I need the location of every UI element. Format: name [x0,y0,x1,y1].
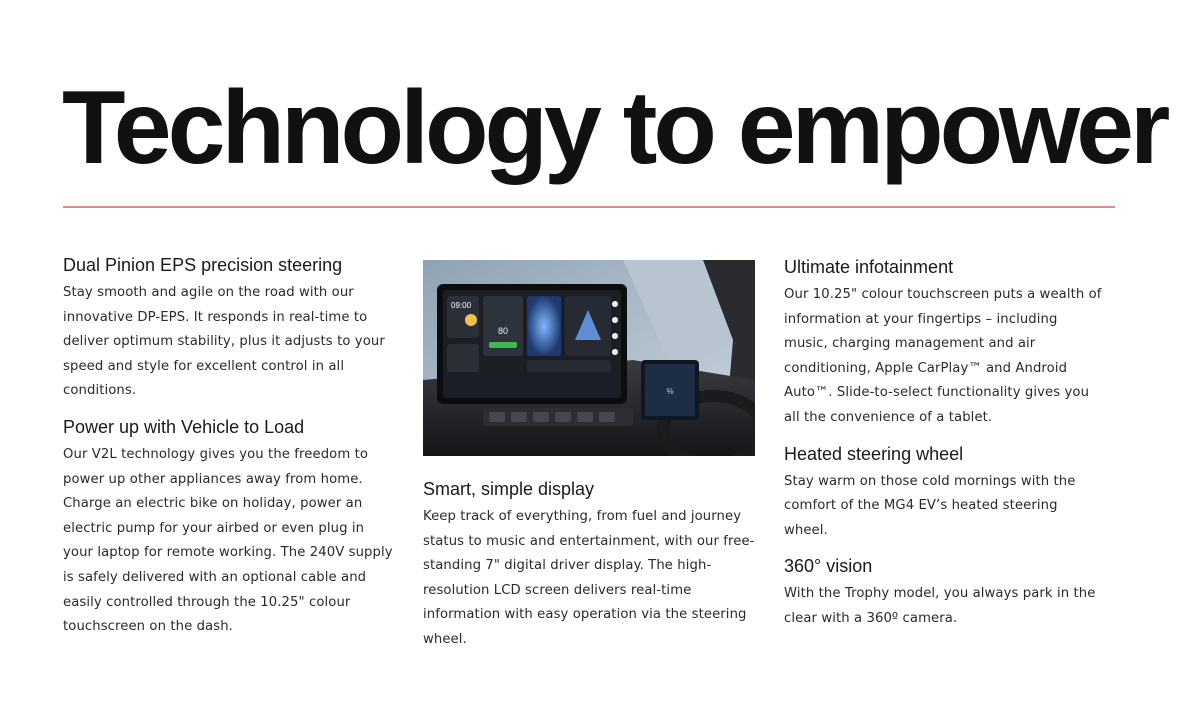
section-body: Our 10.25" colour touchscreen puts a wealth of information at your fingertips – including music, charging management and air conditioning, Apple CarPlay™ and Android Auto™. Slide-to-select functionality gives you all the convenience of a tablet. [784,287,1102,425]
dash-unit-text: % [666,387,674,396]
page-headline: Technology to empower [62,70,1167,186]
section-vehicle-to-load [63,416,393,640]
divider-rule [63,206,1115,208]
screen-time-text: 09:00 [451,301,472,310]
column-center [423,254,763,653]
section-body: Stay smooth and agile on the road with our innovative DP-EPS. It responds in real-time to deliver optimum stability, plus it adjusts to your speed and style for excellent control in all conditions. [63,285,385,399]
section-360-vision [784,555,1104,631]
section-body: Our V2L technology gives you the freedom to power up other appliances away from home. Charge an electric bike on holiday, power an electric pump for your airbed or even plug in your laptop for remote working. The 240V supply is safely delivered with an optional cable and easily controlled through the 10.25" colour touchscreen on the dash. [63,446,393,635]
section-heading: Ultimate infotainment [784,257,954,277]
section-heading: Power up with Vehicle to Load [63,416,305,437]
section-body: Keep track of everything, from fuel and journey status to music and entertainment, with our free-standing 7" digital driver display. The high-resolution LCD screen delivers real-time information with easy operation via the steering wheel. [423,509,755,647]
section-dual-pinion-eps [63,254,393,404]
section-simple-display [423,478,763,653]
screen-value-text: 80 [497,326,509,336]
section-body: With the Trophy model, you always park in the clear with a 360º camera. [784,586,1096,626]
section-infotainment [784,256,1104,431]
column-right [784,254,1104,632]
dashboard-photo [423,260,755,456]
section-heading: Smart, simple display [423,479,595,499]
section-heading: Heated steering wheel [784,443,964,464]
section-body: Stay warm on those cold mornings with the comfort of the MG4 EV’s heated steering wheel. [784,473,1076,538]
column-left [63,254,393,640]
section-heading: 360° vision [784,556,873,577]
section-heading: Dual Pinion EPS precision steering [63,255,343,275]
section-heated-steering-wheel [784,443,1104,544]
